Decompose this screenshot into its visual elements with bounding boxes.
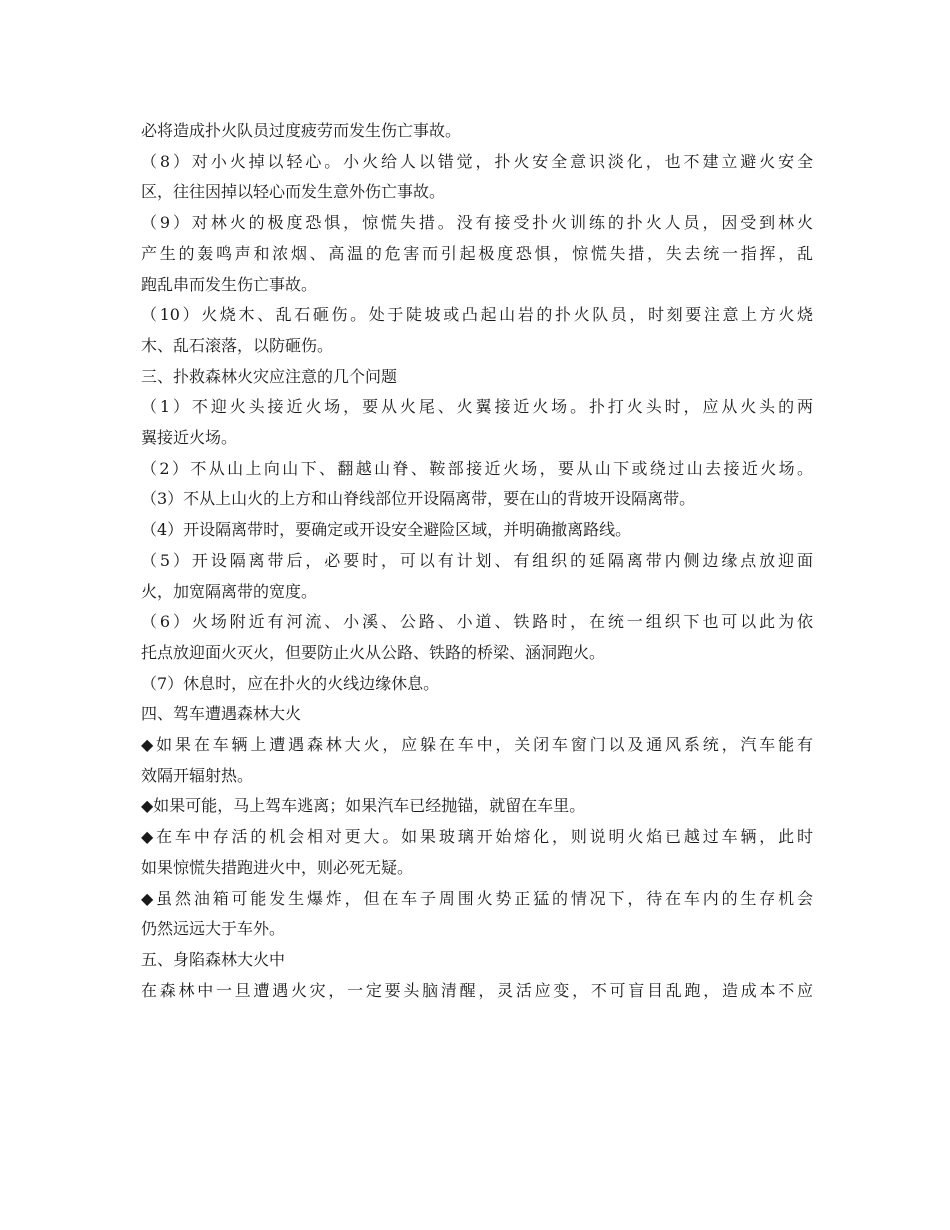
text-line: ◆虽然油箱可能发生爆炸，但在车子周围火势正猛的情况下，待在车内的生存机会 [141, 888, 813, 908]
text-line: 四、驾车遭遇森林大火 [141, 704, 302, 724]
text-line: ◆如果可能，马上驾车逃离；如果汽车已经抛锚，就留在车里。 [141, 796, 586, 816]
text-line: （5）开设隔离带后，必要时，可以有计划、有组织的延隔离带内侧边缘点放迎面 [141, 550, 813, 570]
document-page [141, 0, 813, 1230]
text-line: （8）对小火掉以轻心。小火给人以错觉，扑火安全意识淡化，也不建立避火安全 [141, 151, 813, 171]
text-line: 木、乱石滚落，以防砸伤。 [141, 335, 334, 355]
text-line: 仍然远远大于车外。 [141, 919, 286, 939]
text-line: 产生的轰鸣声和浓烟、高温的危害而引起极度恐惧，惊慌失措，失去统一指挥，乱 [141, 243, 813, 263]
text-line: ◆在车中存活的机会相对更大。如果玻璃开始熔化，则说明火焰已越过车辆，此时 [141, 827, 813, 847]
text-line: （2）不从山上向山下、翻越山脊、鞍部接近火场，要从山下或绕过山去接近火场。 [141, 458, 813, 478]
text-line: 五、身陷森林大火中 [141, 949, 286, 969]
text-line: 托点放迎面火灭火，但要防止火从公路、铁路的桥梁、涵洞跑火。 [141, 642, 606, 662]
text-line: 三、扑救森林火灾应注意的几个问题 [141, 366, 398, 386]
text-line: 跑乱串而发生伤亡事故。 [141, 274, 318, 294]
text-line: 必将造成扑火队员过度疲劳而发生伤亡事故。 [141, 121, 462, 140]
text-line: （7）休息时，应在扑火的火线边缘休息。 [141, 673, 440, 693]
text-line: 效隔开辐射热。 [141, 765, 254, 785]
text-line: 在森林中一旦遭遇火灾，一定要头脑清醒，灵活应变，不可盲目乱跑，造成本不应 [141, 980, 813, 1000]
text-line: （6）火场附近有河流、小溪、公路、小道、铁路时，在统一组织下也可以此为依 [141, 612, 813, 632]
text-line: （1）不迎火头接近火场，要从火尾、火翼接近火场。扑打火头时，应从火头的两 [141, 397, 813, 417]
text-line: （3）不从上山火的上方和山脊线部位开设隔离带，要在山的背坡开设隔离带。 [141, 489, 696, 509]
text-line: （4）开设隔离带时，要确定或开设安全避险区域，并明确撤离路线。 [141, 520, 632, 540]
text-line: 区，往往因掉以轻心而发生意外伤亡事故。 [141, 182, 446, 202]
text-line: 火，加宽隔离带的宽度。 [141, 581, 318, 601]
text-line: 翼接近火场。 [141, 428, 238, 447]
text-line: （9）对林火的极度恐惧，惊慌失措。没有接受扑火训练的扑火人员，因受到林火 [141, 213, 813, 233]
text-line: ◆如果在车辆上遭遇森林大火，应躲在车中，关闭车窗门以及通风系统，汽车能有 [141, 735, 813, 754]
text-line: （10）火烧木、乱石砸伤。处于陡坡或凸起山岩的扑火队员，时刻要注意上方火烧 [141, 305, 813, 325]
text-line: 如果惊慌失措跑进火中，则必死无疑。 [141, 857, 414, 877]
